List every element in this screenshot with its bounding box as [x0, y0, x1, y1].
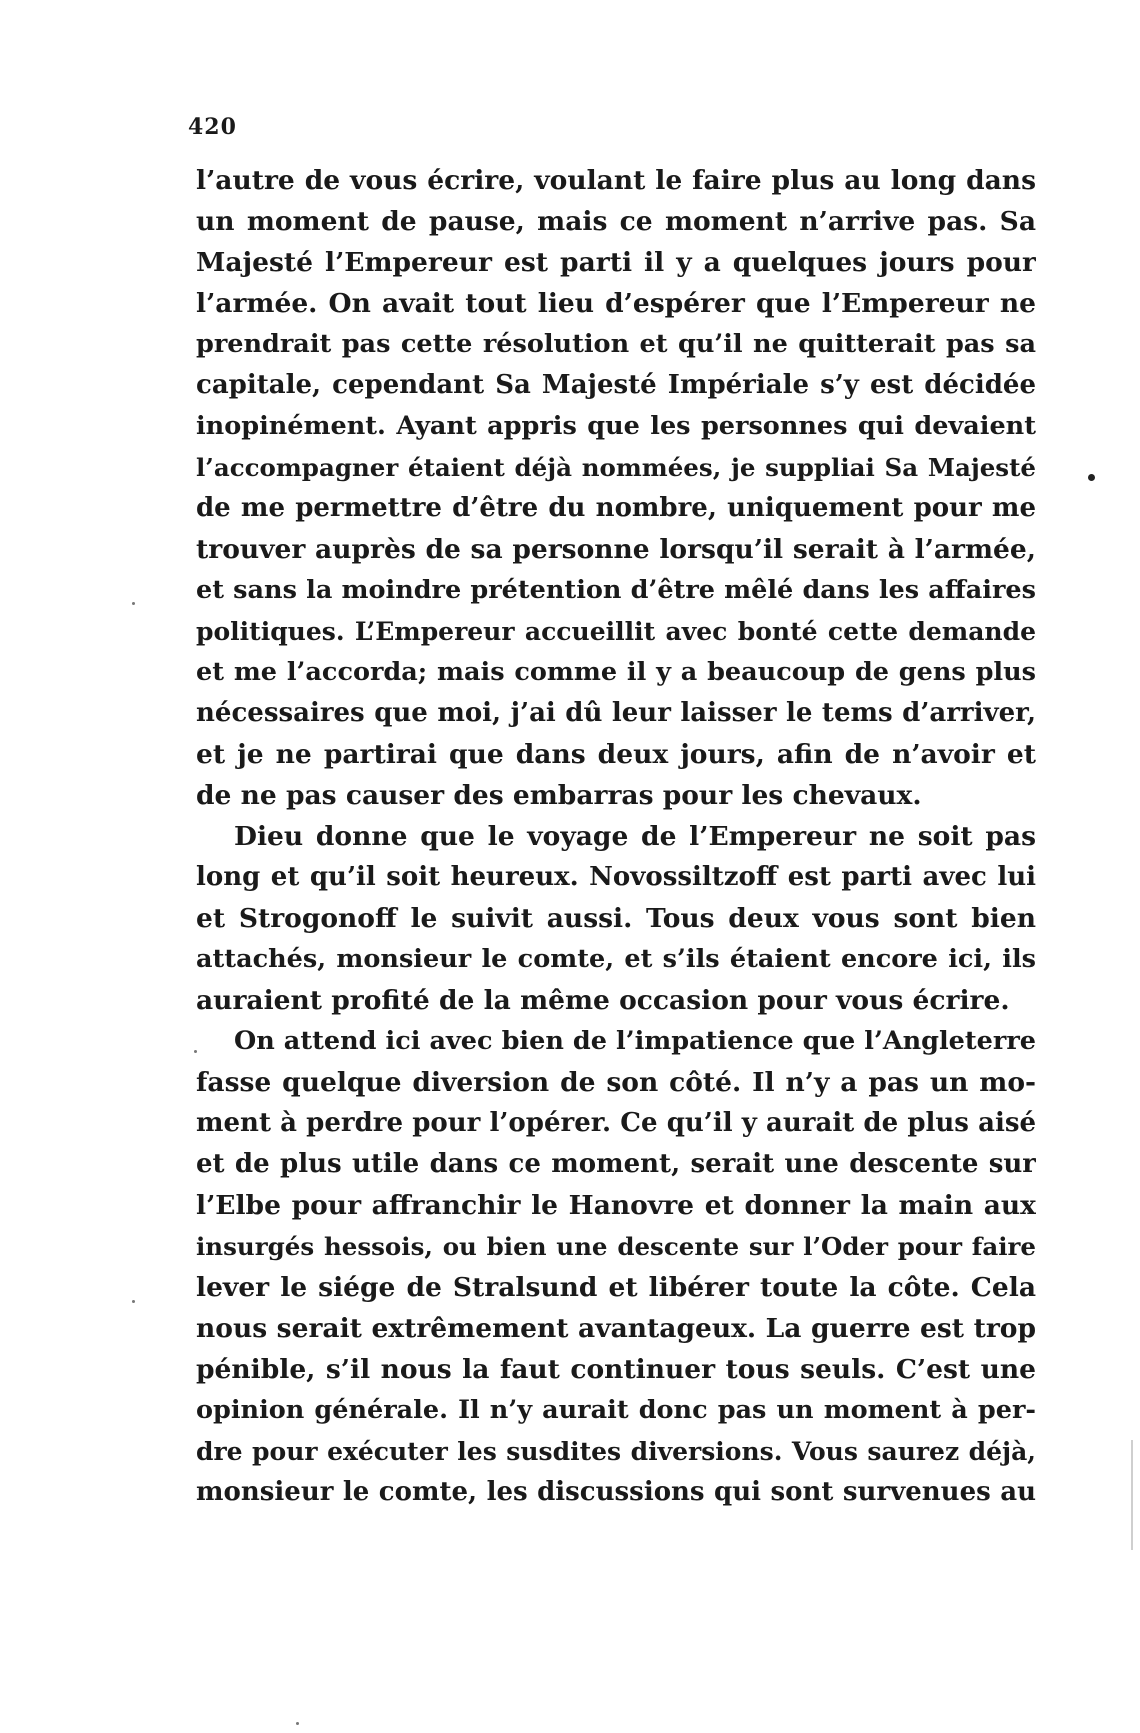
text-line: trouver auprès de sa personne lorsqu’il serait à l’armée,: [196, 534, 1036, 565]
text-line: dre pour exécuter les susdites diversions. Vous saurez déjà,: [196, 1437, 1036, 1466]
text-line: attachés, monsieur le comte, et s’ils étaient encore ici, ils: [196, 944, 1036, 974]
text-line: de ne pas causer des embarras pour les chevaux.: [196, 780, 922, 811]
text-line: lever le siége de Stralsund et libérer toute la côte. Cela: [196, 1272, 1036, 1303]
text-line: un moment de pause, mais ce moment n’arrive pas. Sa: [196, 206, 1036, 237]
text-line: nécessaires que moi, j’ai dû leur laisser le tems d’arriver,: [196, 698, 1036, 728]
scan-speck: [194, 1050, 197, 1053]
text-line: et sans la moindre prétention d’être mêlé dans les affaires: [196, 575, 1036, 605]
text-line: Dieu donne que le voyage de l’Empereur ne soit pas: [234, 821, 1036, 852]
scan-speck: [132, 602, 135, 605]
text-line: insurgés hessois, ou bien une descente sur l’Oder pour faire: [196, 1232, 1036, 1261]
text-line: inopinément. Ayant appris que les personnes qui devaient: [196, 411, 1036, 441]
text-line: et je ne partirai que dans deux jours, afin de n’avoir et: [196, 739, 1036, 770]
text-line: prendrait pas cette résolution et qu’il ne quitterait pas sa: [196, 329, 1036, 359]
text-line: de me permettre d’être du nombre, uniquement pour me: [196, 493, 1036, 523]
text-line: ment à perdre pour l’opérer. Ce qu’il y aurait de plus aisé: [196, 1108, 1036, 1138]
text-line: l’Elbe pour affranchir le Hanovre et donner la main aux: [196, 1190, 1036, 1221]
text-line: l’autre de vous écrire, voulant le faire plus au long dans: [196, 165, 1036, 196]
scan-speck: [1088, 474, 1095, 481]
scan-speck: [132, 1300, 135, 1303]
text-line: l’armée. On avait tout lieu d’espérer que l’Empereur ne: [196, 288, 1036, 319]
text-line: long et qu’il soit heureux. Novossiltzoff est parti avec lui: [196, 862, 1036, 892]
text-line: auraient profité de la même occasion pour vous écrire.: [196, 985, 1010, 1016]
text-line: On attend ici avec bien de l’impatience que l’Angleterre: [234, 1026, 1036, 1056]
text-line: Majesté l’Empereur est parti il y a quelques jours pour: [196, 247, 1036, 278]
page-number: 420: [188, 114, 237, 140]
text-line: monsieur le comte, les discussions qui sont survenues au: [196, 1477, 1036, 1507]
text-line: fasse quelque diversion de son côté. Il n’y a pas un mo-: [196, 1067, 1036, 1098]
text-line: et me l’accorda; mais comme il y a beaucoup de gens plus: [196, 657, 1036, 687]
text-line: nous serait extrêmement avantageux. La guerre est trop: [196, 1313, 1036, 1344]
text-line: politiques. L’Empereur accueillit avec bonté cette demande: [196, 617, 1036, 646]
text-line: capitale, cependant Sa Majesté Impériale s’y est décidée: [196, 370, 1036, 400]
text-line: et de plus utile dans ce moment, serait une descente sur: [196, 1149, 1036, 1179]
text-line: l’accompagner étaient déjà nommées, je suppliai Sa Majesté: [196, 453, 1036, 482]
body-text: [196, 160, 1036, 1513]
scan-edge-line: [1131, 1440, 1133, 1550]
text-line: pénible, s’il nous la faut continuer tous seuls. C’est une: [196, 1354, 1036, 1385]
text-line: opinion générale. Il n’y aurait donc pas un moment à per-: [196, 1395, 1036, 1425]
text-line: et Strogonoff le suivit aussi. Tous deux vous sont bien: [196, 903, 1036, 934]
scan-speck: [296, 1722, 299, 1725]
